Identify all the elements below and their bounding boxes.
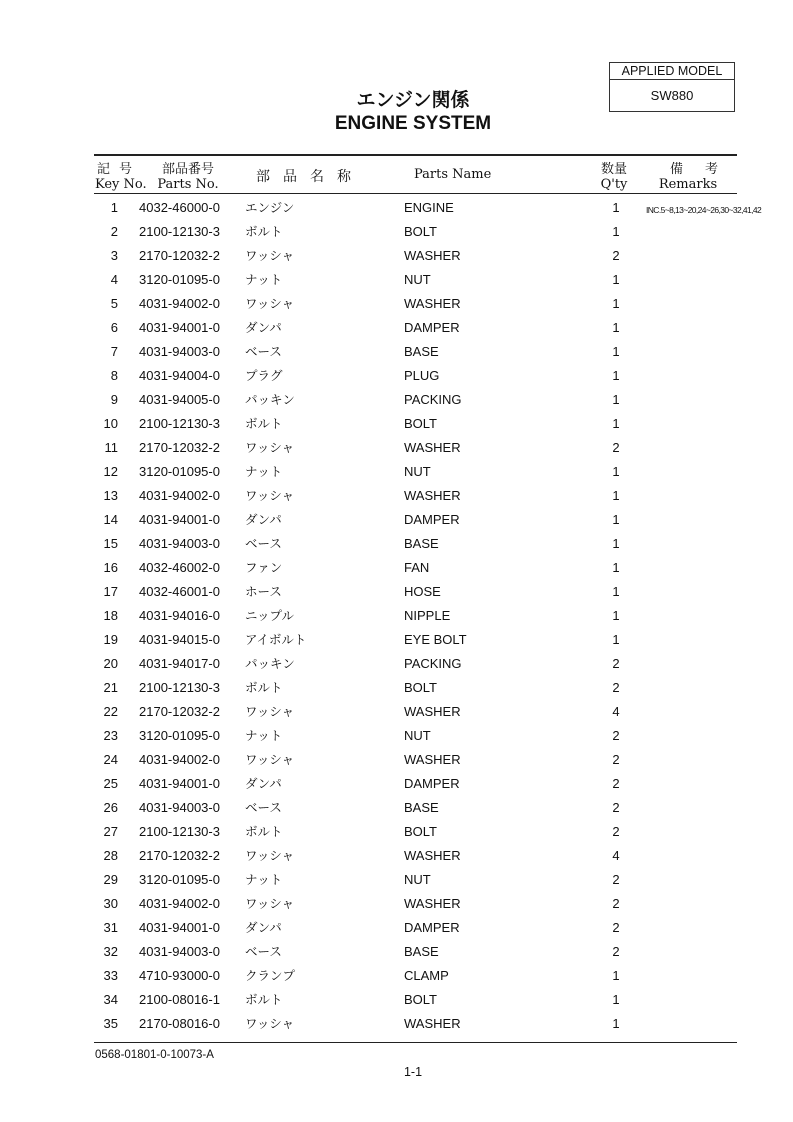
- header-key-no: [95, 158, 147, 192]
- table-row: [0, 700, 793, 724]
- applied-model-value: SW880: [650, 88, 694, 103]
- part-no: 4032-46001-0: [139, 584, 220, 599]
- quantity: 1: [612, 368, 620, 383]
- part-no: 4031-94002-0: [139, 752, 220, 767]
- part-name-jp: クランプ: [245, 968, 296, 983]
- part-no: 4031-94001-0: [139, 920, 220, 935]
- table-row: [0, 844, 793, 868]
- part-name-en: WASHER: [404, 296, 461, 311]
- key-no: 35: [103, 1016, 118, 1031]
- page-title-en: ENGINE SYSTEM: [334, 113, 492, 134]
- key-no: 25: [103, 776, 118, 791]
- part-name-jp: ボルト: [245, 992, 283, 1007]
- key-no: 17: [103, 584, 118, 599]
- table-row: [0, 676, 793, 700]
- part-name-en: BOLT: [404, 224, 437, 239]
- quantity: 1: [612, 296, 620, 311]
- table-row: [0, 532, 793, 556]
- key-no: 9: [110, 392, 118, 407]
- quantity: 2: [612, 824, 620, 839]
- part-no: 2100-12130-3: [139, 824, 220, 839]
- part-no: 3120-01095-0: [139, 272, 220, 287]
- part-no: 4031-94016-0: [139, 608, 220, 623]
- table-row: [0, 964, 793, 988]
- part-no: 4710-93000-0: [139, 968, 220, 983]
- part-name-en: BOLT: [404, 416, 437, 431]
- part-name-en: WASHER: [404, 896, 461, 911]
- key-no: 14: [103, 512, 118, 527]
- header-remarks-en: Remarks: [658, 177, 718, 192]
- part-name-en: WASHER: [404, 704, 461, 719]
- part-name-jp: ダンパ: [245, 920, 282, 935]
- table-row: [0, 364, 793, 388]
- quantity: 4: [612, 704, 620, 719]
- part-name-en: BASE: [404, 800, 439, 815]
- page-title-jp: エンジン関係: [356, 89, 470, 111]
- header-qty-jp: 数量: [600, 162, 627, 177]
- quantity: 4: [612, 848, 620, 863]
- key-no: 11: [104, 440, 118, 455]
- part-name-en: WASHER: [404, 248, 461, 263]
- quantity: 2: [612, 752, 620, 767]
- table-row: [0, 820, 793, 844]
- key-no: 10: [103, 416, 118, 431]
- document-number: 0568-01801-0-10073-A: [95, 1049, 214, 1061]
- part-name-jp: ナット: [245, 272, 283, 287]
- header-qty-en: Q'ty: [600, 177, 628, 192]
- quantity: 2: [612, 248, 620, 263]
- part-no: 4031-94003-0: [139, 800, 220, 815]
- part-name-en: WASHER: [404, 1016, 461, 1031]
- key-no: 20: [103, 656, 118, 671]
- part-name-jp: ボルト: [245, 416, 283, 431]
- key-no: 19: [103, 632, 118, 647]
- part-no: 2100-12130-3: [139, 224, 220, 239]
- table-row: [0, 244, 793, 268]
- quantity: 2: [612, 920, 620, 935]
- part-name-en: NUT: [404, 272, 431, 287]
- part-name-jp: ワッシャ: [245, 896, 295, 911]
- part-name-en: WASHER: [404, 440, 461, 455]
- table-row: [0, 988, 793, 1012]
- table-row: [0, 796, 793, 820]
- part-no: 3120-01095-0: [139, 872, 220, 887]
- table-row: [0, 484, 793, 508]
- part-no: 4031-94003-0: [139, 944, 220, 959]
- header-bottom-rule: [94, 193, 737, 194]
- part-no: 4032-46000-0: [139, 200, 220, 215]
- part-name-en: WASHER: [404, 848, 461, 863]
- header-parts-no: [155, 158, 221, 192]
- part-name-en: DAMPER: [404, 320, 460, 335]
- part-no: 2170-08016-0: [139, 1016, 220, 1031]
- part-no: 2170-12032-2: [139, 704, 220, 719]
- part-name-en: WASHER: [404, 488, 461, 503]
- quantity: 2: [612, 800, 620, 815]
- key-no: 12: [103, 464, 118, 479]
- quantity: 1: [612, 416, 620, 431]
- part-name-en: PLUG: [404, 368, 440, 383]
- key-no: 21: [103, 680, 118, 695]
- key-no: 32: [103, 944, 118, 959]
- parts-table: [0, 196, 793, 1036]
- table-row: [0, 916, 793, 940]
- part-name-en: PACKING: [404, 392, 462, 407]
- quantity: 2: [612, 656, 620, 671]
- part-name-jp: ワッシャ: [245, 488, 295, 503]
- part-name-jp: ボルト: [245, 824, 283, 839]
- part-no: 2170-12032-2: [139, 248, 220, 263]
- part-name-en: DAMPER: [404, 920, 460, 935]
- part-name-jp: ファン: [245, 560, 283, 575]
- part-name-en: WASHER: [404, 752, 461, 767]
- part-no: 4031-94001-0: [139, 776, 220, 791]
- part-no: 4031-94005-0: [139, 392, 220, 407]
- key-no: 33: [103, 968, 118, 983]
- quantity: 1: [612, 968, 620, 983]
- key-no: 34: [103, 992, 118, 1007]
- table-row: [0, 340, 793, 364]
- part-name-jp: アイボルト: [245, 632, 307, 647]
- key-no: 27: [103, 824, 118, 839]
- part-no: 4031-94003-0: [139, 344, 220, 359]
- part-name-jp: ナット: [245, 728, 283, 743]
- header-name-jp: 部品名称: [256, 169, 364, 185]
- quantity: 1: [612, 1016, 620, 1031]
- part-name-en: BOLT: [404, 992, 437, 1007]
- part-name-jp: ホース: [245, 584, 282, 599]
- key-no: 4: [110, 272, 118, 287]
- part-name-en: BASE: [404, 536, 439, 551]
- table-row: [0, 436, 793, 460]
- table-row: [0, 748, 793, 772]
- part-name-jp: ニップル: [245, 608, 295, 623]
- key-no: 6: [110, 320, 118, 335]
- part-name-en: NIPPLE: [404, 608, 451, 623]
- table-bottom-rule: [94, 1042, 737, 1043]
- key-no: 22: [103, 704, 118, 719]
- part-name-jp: ボルト: [245, 224, 283, 239]
- part-name-jp: プラグ: [245, 368, 283, 383]
- key-no: 8: [110, 368, 118, 383]
- part-name-jp: エンジン: [245, 200, 295, 215]
- key-no: 18: [103, 608, 118, 623]
- header-key-en: Key No.: [95, 177, 147, 192]
- key-no: 3: [110, 248, 118, 263]
- part-name-jp: ベース: [245, 944, 282, 959]
- quantity: 1: [612, 272, 620, 287]
- part-name-en: BOLT: [404, 824, 437, 839]
- table-row: [0, 196, 793, 220]
- header-remarks-jp: 備考: [670, 162, 741, 177]
- part-no: 2170-12032-2: [139, 440, 220, 455]
- table-row: [0, 316, 793, 340]
- part-name-jp: ベース: [245, 800, 282, 815]
- table-row: [0, 580, 793, 604]
- part-no: 4031-94001-0: [139, 320, 220, 335]
- key-no: 16: [103, 560, 118, 575]
- table-row: [0, 508, 793, 532]
- part-no: 4031-94002-0: [139, 488, 220, 503]
- header-name-en: Parts Name: [414, 167, 492, 182]
- quantity: 1: [612, 560, 620, 575]
- part-name-en: BASE: [404, 944, 439, 959]
- part-no: 4032-46002-0: [139, 560, 220, 575]
- table-row: [0, 628, 793, 652]
- part-no: 4031-94001-0: [139, 512, 220, 527]
- key-no: 29: [103, 872, 118, 887]
- key-no: 28: [103, 848, 118, 863]
- table-row: [0, 292, 793, 316]
- table-row: [0, 940, 793, 964]
- part-name-en: PACKING: [404, 656, 462, 671]
- part-name-jp: ナット: [245, 464, 283, 479]
- key-no: 7: [110, 344, 118, 359]
- key-no: 5: [110, 296, 118, 311]
- header-parts-en: Parts No.: [157, 177, 219, 192]
- part-name-jp: ダンパ: [245, 320, 282, 335]
- part-name-jp: ワッシャ: [245, 848, 295, 863]
- header-key-jp: 記号: [96, 162, 141, 177]
- key-no: 2: [110, 224, 118, 239]
- part-name-jp: ボルト: [245, 680, 283, 695]
- part-name-jp: パッキン: [245, 656, 295, 671]
- header-parts-jp: 部品番号: [161, 162, 214, 177]
- part-name-jp: パッキン: [245, 392, 295, 407]
- part-name-en: DAMPER: [404, 512, 460, 527]
- part-name-en: BOLT: [404, 680, 437, 695]
- quantity: 1: [612, 584, 620, 599]
- quantity: 1: [612, 464, 620, 479]
- quantity: 2: [612, 872, 620, 887]
- applied-model-label: APPLIED MODEL: [610, 63, 734, 80]
- part-no: 2100-12130-3: [139, 416, 220, 431]
- table-row: [0, 220, 793, 244]
- part-name-jp: ワッシャ: [245, 752, 295, 767]
- part-name-en: NUT: [404, 728, 431, 743]
- part-name-jp: ワッシャ: [245, 1016, 295, 1031]
- part-name-jp: ベース: [245, 344, 282, 359]
- part-no: 4031-94004-0: [139, 368, 220, 383]
- part-no: 2100-08016-1: [139, 992, 220, 1007]
- quantity: 1: [612, 512, 620, 527]
- quantity: 1: [612, 392, 620, 407]
- quantity: 1: [612, 224, 620, 239]
- part-name-en: HOSE: [404, 584, 441, 599]
- key-no: 30: [103, 896, 118, 911]
- part-name-jp: ベース: [245, 536, 282, 551]
- part-no: 3120-01095-0: [139, 728, 220, 743]
- part-name-en: EYE BOLT: [404, 632, 467, 647]
- key-no: 23: [103, 728, 118, 743]
- table-row: [0, 1012, 793, 1036]
- page-number: 1-1: [403, 1065, 423, 1079]
- quantity: 2: [612, 776, 620, 791]
- part-name-jp: ダンパ: [245, 512, 282, 527]
- part-name-en: NUT: [404, 872, 431, 887]
- quantity: 2: [612, 896, 620, 911]
- table-row: [0, 412, 793, 436]
- quantity: 2: [612, 728, 620, 743]
- quantity: 1: [612, 488, 620, 503]
- table-row: [0, 268, 793, 292]
- part-name-jp: ワッシャ: [245, 248, 295, 263]
- key-no: 24: [103, 752, 118, 767]
- table-row: [0, 388, 793, 412]
- table-row: [0, 724, 793, 748]
- part-name-jp: ワッシャ: [245, 704, 295, 719]
- part-no: 4031-94015-0: [139, 632, 220, 647]
- quantity: 2: [612, 944, 620, 959]
- key-no: 31: [103, 920, 118, 935]
- part-no: 4031-94003-0: [139, 536, 220, 551]
- part-no: 2170-12032-2: [139, 848, 220, 863]
- header-qty: [596, 158, 632, 192]
- table-row: [0, 868, 793, 892]
- table-top-rule: [94, 154, 737, 156]
- part-name-en: DAMPER: [404, 776, 460, 791]
- part-name-jp: ダンパ: [245, 776, 282, 791]
- part-name-en: BASE: [404, 344, 439, 359]
- part-no: 4031-94002-0: [139, 296, 220, 311]
- part-name-jp: ワッシャ: [245, 440, 295, 455]
- key-no: 1: [110, 200, 118, 215]
- part-name-en: FAN: [404, 560, 430, 575]
- quantity: 1: [612, 992, 620, 1007]
- key-no: 26: [103, 800, 118, 815]
- quantity: 2: [612, 680, 620, 695]
- quantity: 1: [612, 608, 620, 623]
- part-name-en: CLAMP: [404, 968, 449, 983]
- part-name-jp: ナット: [245, 872, 283, 887]
- table-row: [0, 652, 793, 676]
- quantity: 1: [612, 632, 620, 647]
- table-row: [0, 556, 793, 580]
- part-no: 4031-94017-0: [139, 656, 220, 671]
- header-remarks: [648, 158, 741, 192]
- table-row: [0, 892, 793, 916]
- quantity: 1: [612, 536, 620, 551]
- quantity: 1: [612, 344, 620, 359]
- quantity: 2: [612, 440, 620, 455]
- part-name-en: NUT: [404, 464, 431, 479]
- quantity: 1: [612, 320, 620, 335]
- key-no: 13: [103, 488, 118, 503]
- part-no: 4031-94002-0: [139, 896, 220, 911]
- part-no: 3120-01095-0: [139, 464, 220, 479]
- table-row: [0, 772, 793, 796]
- part-name-en: ENGINE: [404, 200, 454, 215]
- key-no: 15: [103, 536, 118, 551]
- table-row: [0, 460, 793, 484]
- table-row: [0, 604, 793, 628]
- quantity: 1: [612, 200, 620, 215]
- remarks: INC.5~8,13~20,24~26,30~32,41,42: [646, 205, 762, 215]
- part-name-jp: ワッシャ: [245, 296, 295, 311]
- part-no: 2100-12130-3: [139, 680, 220, 695]
